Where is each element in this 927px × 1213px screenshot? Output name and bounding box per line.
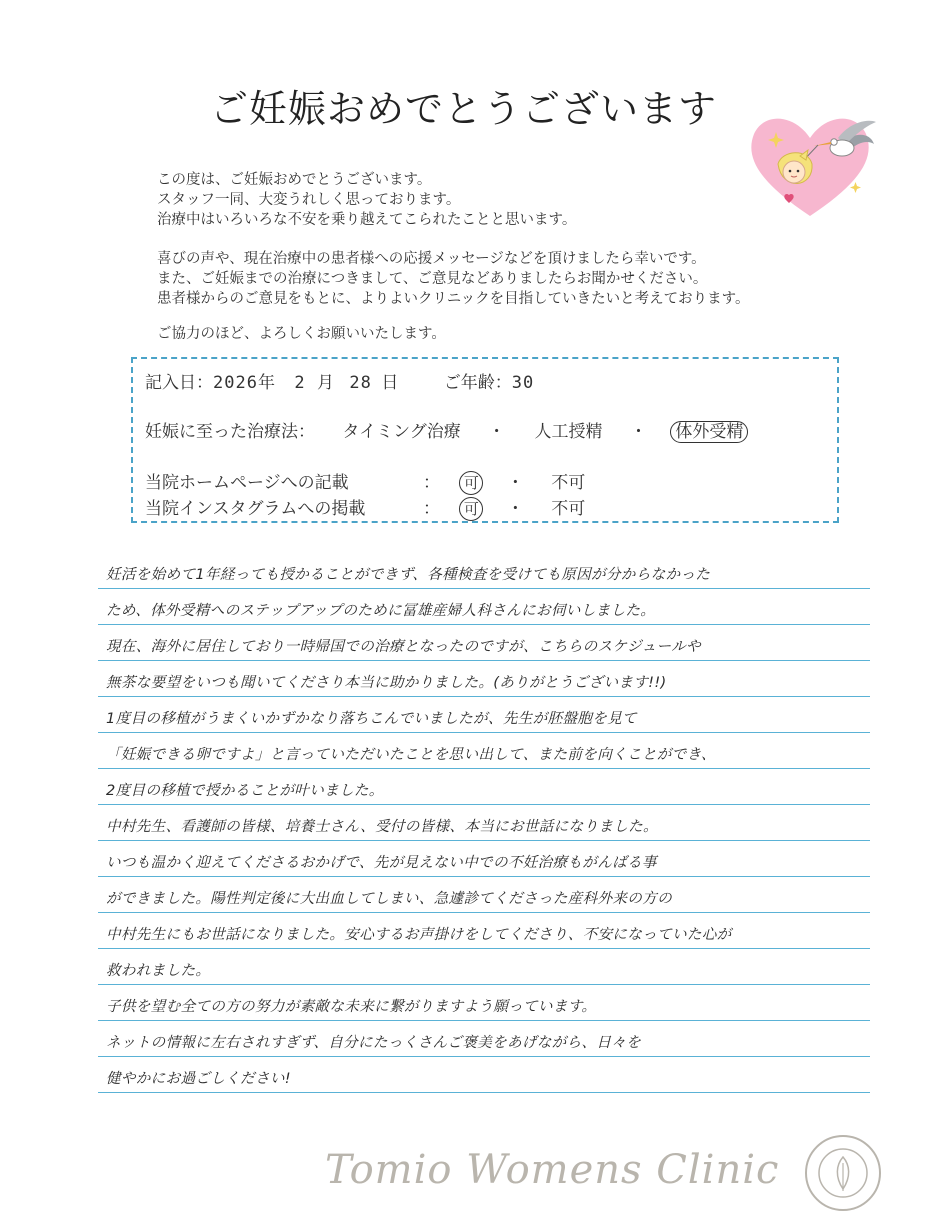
colon: ： [423, 473, 440, 493]
message-line [98, 952, 870, 985]
stork-baby-icon [742, 104, 878, 224]
message-text: ができました。陽性判定後に大出血してしまい、急遽診てくださった産科外来の方の [106, 890, 672, 907]
message-text: 救われました。 [106, 962, 211, 979]
treatment-option-ivf-selected: 体外受精 [670, 421, 748, 443]
year-value: 2026 [213, 373, 258, 393]
message-line [98, 916, 870, 949]
message-line [98, 736, 870, 769]
day-unit: 日 [381, 373, 399, 393]
intro-line: また、ご妊娠までの治療につきまして、ご意見などありましたらお聞かせください。 [157, 271, 708, 287]
homepage-permission-row [145, 468, 585, 495]
message-line [98, 1060, 870, 1093]
message-line [98, 880, 870, 913]
instagram-option-no: 不可 [551, 499, 586, 519]
message-text: 中村先生、看護師の皆様、培養士さん、受付の皆様、本当にお世話になりました。 [106, 818, 658, 835]
separator: ・ [629, 422, 647, 442]
message-text: ネットの情報に左右されすぎず、自分にたっくさんご褒美をあげながら、日々を [106, 1034, 642, 1051]
treatment-option-timing: タイミング治療 [342, 422, 461, 442]
page-title: ご妊娠おめでとうございます [209, 87, 717, 131]
message-line [98, 844, 870, 877]
day-value: 28 [349, 373, 372, 393]
homepage-label: 当院ホームページへの記載 [145, 473, 349, 493]
message-line [98, 628, 870, 661]
message-text: 妊活を始めて1年経っても授かることができず、各種検査を受けても原因が分からなかった [106, 566, 711, 583]
intro-paragraph-1 [157, 170, 576, 230]
message-line [98, 592, 870, 625]
month-unit: 月 [317, 373, 335, 393]
instagram-option-yes-selected: 可 [459, 497, 483, 521]
intro-line: 治療中はいろいろな不安を乗り越えてこられたことと思います。 [157, 212, 577, 228]
message-line [98, 1024, 870, 1057]
message-text: 「妊娠できる卵ですよ」と言っていただいたことを思い出して、また前を向くことができ、 [106, 746, 716, 763]
message-line [98, 556, 870, 589]
year-unit: 年 [257, 373, 275, 393]
message-line [98, 700, 870, 733]
message-line [98, 664, 870, 697]
message-text: 中村先生にもお世話になりました。安心するお声掛けをしてくださり、不安になっていた心が [106, 926, 732, 943]
message-line [98, 988, 870, 1021]
date-label: 記入日： [145, 373, 213, 393]
clinic-logo-text: Tomio Womens Clinic [325, 1147, 780, 1193]
message-text: 1度目の移植がうまくいかずかなり落ちこんでいましたが、先生が胚盤胞を見て [106, 710, 637, 727]
month-value: 2 [294, 373, 306, 393]
intro-line: スタッフ一同、大変うれしく思っております。 [157, 192, 461, 208]
separator: ・ [488, 422, 506, 442]
colon: ： [423, 499, 440, 519]
message-text: 無茶な要望をいつも聞いてくださり本当に助かりました。(ありがとうございます!!) [106, 674, 667, 691]
message-text: 現在、海外に居住しており一時帰国での治療となったのですが、こちらのスケジュールや [106, 638, 701, 655]
intro-line: 患者様からのご意見をもとに、よりよいクリニックを目指していきたいと考えております。 [157, 291, 750, 307]
homepage-option-yes-selected: 可 [459, 471, 483, 495]
age-value: 30 [511, 373, 535, 393]
homepage-option-no: 不可 [551, 473, 586, 493]
treatment-option-iui: 人工授精 [534, 422, 603, 442]
message-text: 2度目の移植で授かることが叶いました。 [106, 782, 384, 799]
message-text: いつも温かく迎えてくださるおかげで、先が見えない中での不妊治療もがんばる事 [106, 854, 657, 871]
intro-line: 喜びの声や、現在治療中の患者様への応援メッセージなどを頂けましたら幸いです。 [157, 251, 706, 267]
message-text: ため、体外受精へのステップアップのために冨雄産婦人科さんにお伺いしました。 [106, 602, 656, 619]
intro-paragraph-3: ご協力のほど、よろしくお願いいたします。 [157, 326, 446, 342]
instagram-permission-row [145, 494, 585, 521]
clinic-seal-icon [803, 1133, 883, 1213]
message-text: 子供を望む全ての方の努力が素敵な未来に繋がりますよう願っています。 [106, 998, 597, 1015]
date-age-row [145, 368, 534, 393]
instagram-label: 当院インスタグラムへの掲載 [145, 499, 366, 519]
intro-line: この度は、ご妊娠おめでとうございます。 [157, 172, 432, 188]
message-line [98, 772, 870, 805]
treatment-row [145, 417, 748, 443]
message-line [98, 808, 870, 841]
separator: ・ [506, 499, 524, 519]
treatment-label: 妊娠に至った治療法： [145, 422, 315, 442]
separator: ・ [506, 473, 524, 493]
message-text: 健やかにお過ごしください! [106, 1070, 291, 1087]
intro-paragraph-2 [157, 249, 749, 309]
age-label: ご年齢： [443, 373, 512, 393]
